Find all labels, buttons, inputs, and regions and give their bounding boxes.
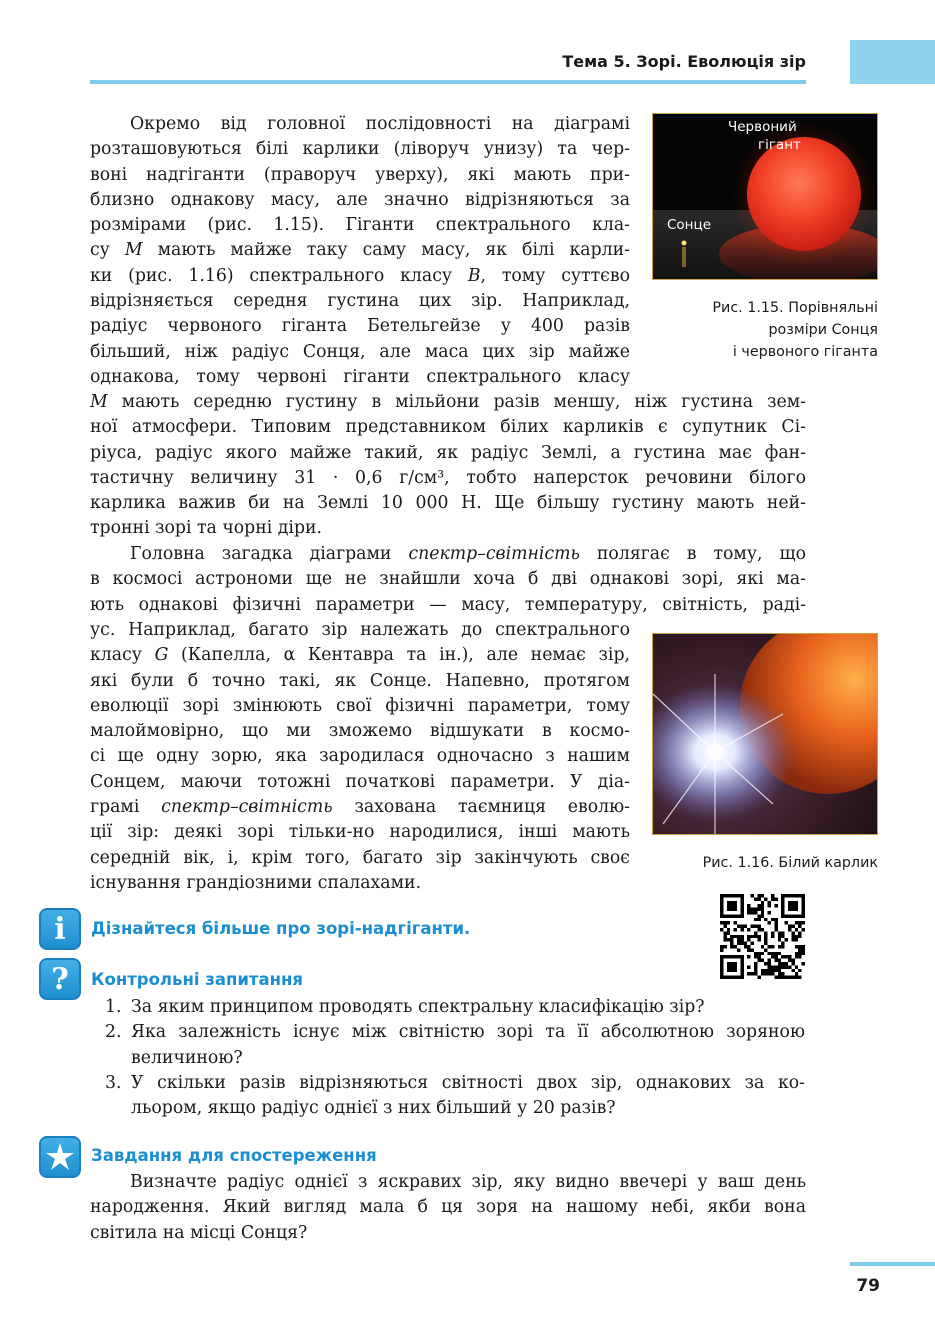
text-line: які були б точно такі, як Сонце. Напевно, протягом bbox=[90, 670, 630, 691]
text-line: ють однакові фізичні параметри — масу, температуру, світність, раді- bbox=[90, 594, 806, 615]
text-line: класу G (Капелла, α Кентавра та ін.), але немає зір, bbox=[90, 645, 631, 666]
task-text bbox=[90, 1170, 806, 1246]
text-line: середній вік, і, крім того, багато зір закінчують своє bbox=[90, 847, 630, 868]
questions-title: Контрольні запитання bbox=[91, 970, 304, 989]
question-line: льором, якщо радіус однієї з них більший у 20 разів? bbox=[131, 1098, 616, 1119]
text-line: ції зір: деякі зорі тільки-но народилися, інші мають bbox=[90, 822, 630, 843]
text-line: ки (рис. 1.16) спектрального класу B, тому суттєво bbox=[90, 265, 630, 286]
text-line: розмірами (рис. 1.15). Гіганти спектрального кла- bbox=[90, 215, 630, 236]
task-title: Завдання для спостереження bbox=[91, 1146, 377, 1165]
question-number: 3. bbox=[105, 1072, 122, 1093]
question-number: 2. bbox=[105, 1022, 122, 1043]
question-line: величиною? bbox=[131, 1047, 243, 1068]
star-icon bbox=[39, 1136, 81, 1178]
questions-list bbox=[105, 995, 805, 1121]
question-item bbox=[105, 1020, 805, 1071]
page-number: 79 bbox=[856, 1276, 880, 1296]
text-line: близно однакову масу, але значно відрізняються за bbox=[90, 189, 630, 210]
text-line: Визначте радіус однієї з яскравих зір, яку видно ввечері у ваш день bbox=[130, 1172, 806, 1192]
question-item bbox=[105, 995, 805, 1020]
header-rule bbox=[90, 80, 806, 84]
text-line: воні надгіганти (праворуч уверху), які мають при- bbox=[90, 164, 630, 185]
text-line: ус. Наприклад, багато зір належать до спектрального bbox=[90, 620, 630, 640]
qr-code[interactable] bbox=[720, 894, 805, 979]
figure-caption-1-16: Рис. 1.16. Білий карлик bbox=[702, 855, 878, 871]
paragraph-1-narrow bbox=[90, 112, 630, 390]
question-number: 1. bbox=[105, 997, 122, 1017]
question-icon: ? bbox=[39, 958, 81, 1000]
text-line: однакова, тому червоні гіганти спектрального класу bbox=[90, 366, 630, 387]
caption-line: розміри Сонця bbox=[768, 322, 878, 338]
paragraph-2-wide bbox=[90, 542, 806, 618]
white-dwarf-illustration bbox=[653, 634, 878, 835]
caption-line: і червоного гіганта bbox=[732, 344, 878, 360]
text-line: більший, ніж радіус Сонця, але маса цих зір майже bbox=[90, 341, 630, 362]
text-line: еволюції зорі змінюють свої фізичні параметри, тому bbox=[90, 695, 630, 716]
question-item bbox=[105, 1071, 805, 1122]
text-line: малоймовірно, що ми зможемо відшукати в космо- bbox=[90, 721, 630, 742]
text-line: в космосі астрономи ще не знайшли хоча б дві однакові зорі, які ма- bbox=[90, 569, 806, 590]
text-line: тастичну величину 31 · 0,6 г/см³, тобто наперсток речовини білого bbox=[90, 467, 806, 488]
info-icon: i bbox=[39, 908, 81, 950]
footer-rule bbox=[850, 1262, 935, 1266]
text-line: грамі спектр–світність захована таємниця еволю- bbox=[90, 797, 630, 818]
text-line: сі ще одну зорю, яка зародилася одночасно з нашим bbox=[90, 746, 630, 767]
text-line: ної атмосфери. Типовим представником білих карликів є супутник Сі- bbox=[90, 417, 806, 438]
figure-red-giant bbox=[652, 113, 878, 280]
figure-white-dwarf bbox=[652, 633, 878, 835]
question-line: За яким принципом проводять спектральну класифікацію зір? bbox=[131, 997, 705, 1017]
text-line: тронні зорі та чорні діри. bbox=[90, 518, 323, 539]
paragraph-2-narrow bbox=[90, 618, 630, 896]
text-line: Сонцем, маючи тотожні початкові параметри. У діа- bbox=[90, 771, 630, 792]
label-sun: Сонце bbox=[667, 217, 712, 233]
text-line: існування грандіозними спалахами. bbox=[90, 872, 422, 893]
header-tab bbox=[850, 40, 935, 84]
question-line: Яка залежність існує між світністю зорі та її абсолютною зоряною bbox=[131, 1022, 805, 1043]
text-line: світила на місці Сонця? bbox=[90, 1222, 308, 1243]
text-line: су M мають майже таку саму масу, як білі карли- bbox=[90, 240, 630, 261]
label-red-giant-1: Червоний bbox=[728, 119, 797, 135]
qr-code-graphic bbox=[720, 894, 805, 979]
question-line: У скільки разів відрізняються світності двох зір, однакових за ко- bbox=[131, 1072, 805, 1093]
header-title: Тема 5. Зорі. Еволюція зір bbox=[562, 52, 806, 71]
label-red-giant-2: гігант bbox=[758, 137, 801, 153]
text-line: радіус червоного гіганта Бетельгейзе у 400 разів bbox=[90, 316, 630, 337]
caption-line: Рис. 1.15. Порівняльні bbox=[712, 300, 878, 316]
paragraph-1-wide bbox=[90, 390, 806, 542]
text-line: розташовуються білі карлики (ліворуч унизу) та чер- bbox=[90, 139, 630, 160]
text-line: народження. Який вигляд мала б ця зоря на нашому небі, якби вона bbox=[90, 1197, 806, 1218]
text-line: відрізняється середня густина цих зір. Наприклад, bbox=[90, 291, 630, 312]
text-line: ріуса, радіус якого майже такий, як радіус Землі, а густина має фан- bbox=[90, 442, 806, 463]
figure-caption-1-15 bbox=[652, 297, 878, 363]
text-line: Головна загадка діаграми спектр–світність полягає в тому, що bbox=[130, 544, 806, 564]
text-line: карлика важив би на Землі 10 000 Н. Ще більшу густину мають ней- bbox=[90, 493, 806, 514]
text-line: M мають середню густину в мільйони разів меншу, ніж густина зем- bbox=[90, 392, 806, 412]
text-line: Окремо від головної послідовності на діаграмі bbox=[130, 114, 630, 134]
info-link[interactable]: Дізнайтеся більше про зорі-надгіганти. bbox=[91, 919, 471, 938]
